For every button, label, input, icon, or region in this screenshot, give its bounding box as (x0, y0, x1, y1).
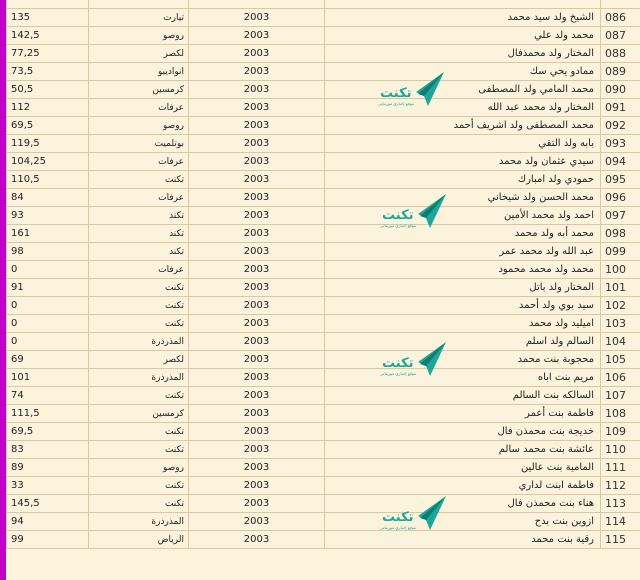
table-row (7, 279, 640, 297)
name-cell: محمد المامي ولد المصطفى (325, 81, 601, 99)
table-row (7, 135, 640, 153)
year-cell: 2003 (189, 189, 325, 207)
table-row (7, 63, 640, 81)
table-row (7, 189, 640, 207)
row-number-cell: 112 (601, 477, 640, 495)
year-cell: 2003 (189, 459, 325, 477)
year-cell: 2003 (189, 423, 325, 441)
center-cell: روصو (89, 459, 189, 477)
score-cell: 112 (7, 99, 89, 117)
name-cell: المختار ولد محمد عبد الله (325, 99, 601, 117)
table-row (7, 513, 640, 531)
name-cell: المامية بنت عالين (325, 459, 601, 477)
table-row (7, 315, 640, 333)
name-cell: ازوين بنت بدح (325, 513, 601, 531)
watermark-tagline: موقع إخباري موريتاني (380, 371, 416, 376)
score-cell: 83 (7, 441, 89, 459)
score-cell: 119,5 (7, 135, 89, 153)
center-cell: تكنت (89, 171, 189, 189)
row-number-cell (601, 0, 640, 9)
row-number-cell: 103 (601, 315, 640, 333)
table-row (7, 441, 640, 459)
table-row (7, 405, 640, 423)
watermark-brand: تكنت (382, 208, 414, 223)
table-row (7, 333, 640, 351)
watermark-brand: تكنت (380, 86, 412, 101)
center-cell: عرفات (89, 99, 189, 117)
score-cell: 69,5 (7, 117, 89, 135)
year-cell: 2003 (189, 387, 325, 405)
name-cell: فاطمة بنت أعمر (325, 405, 601, 423)
score-cell: 50,5 (7, 81, 89, 99)
takant-watermark-logo (380, 494, 450, 534)
score-cell: 33 (7, 477, 89, 495)
score-cell: 110,5 (7, 171, 89, 189)
results-sheet (6, 0, 640, 580)
year-cell: 2003 (189, 27, 325, 45)
year-cell: 2003 (189, 477, 325, 495)
table-row (7, 153, 640, 171)
year-cell: 2003 (189, 513, 325, 531)
row-number-cell: 114 (601, 513, 640, 531)
year-cell: 2003 (189, 63, 325, 81)
table-row (7, 81, 640, 99)
name-cell: فاطمة ابنت لداري (325, 477, 601, 495)
score-cell: 0 (7, 315, 89, 333)
center-cell: عرفات (89, 153, 189, 171)
row-number-cell: 090 (601, 81, 640, 99)
row-number-cell: 110 (601, 441, 640, 459)
year-cell: 2003 (189, 45, 325, 63)
watermark-brand: تكنت (382, 356, 414, 371)
score-cell: 0 (7, 333, 89, 351)
table-row (7, 297, 640, 315)
takant-watermark-logo (380, 340, 450, 380)
center-cell: المذرذرة (89, 369, 189, 387)
center-cell: لكصر (89, 351, 189, 369)
name-cell: احمد ولد محمد الأمين (325, 207, 601, 225)
center-cell: المذرذرة (89, 333, 189, 351)
year-cell: 2003 (189, 153, 325, 171)
score-cell: 111,5 (7, 405, 89, 423)
table-row (7, 459, 640, 477)
center-cell: تكنت (89, 423, 189, 441)
score-cell: 101 (7, 369, 89, 387)
year-cell (189, 0, 325, 9)
center-cell: روصو (89, 27, 189, 45)
score-cell (7, 0, 89, 9)
takant-watermark-logo (380, 192, 450, 232)
name-cell: خديجة بنت محمذن فال (325, 423, 601, 441)
row-number-cell: 093 (601, 135, 640, 153)
score-cell: 0 (7, 261, 89, 279)
row-number-cell: 098 (601, 225, 640, 243)
year-cell: 2003 (189, 297, 325, 315)
name-cell: عائشة بنت محمد سالم (325, 441, 601, 459)
row-number-cell: 094 (601, 153, 640, 171)
table-row (7, 495, 640, 513)
table-row (7, 27, 640, 45)
table-row (7, 0, 640, 9)
row-number-cell: 106 (601, 369, 640, 387)
watermark-tagline: موقع إخباري موريتاني (380, 525, 416, 530)
center-cell: روصو (89, 117, 189, 135)
results-table-body (7, 0, 640, 549)
name-cell: السالم ولد اسلم (325, 333, 601, 351)
row-number-cell: 108 (601, 405, 640, 423)
center-cell: تكنت (89, 477, 189, 495)
name-cell: ممادو يحي سك (325, 63, 601, 81)
center-cell: تكنت (89, 387, 189, 405)
year-cell: 2003 (189, 261, 325, 279)
name-cell (325, 0, 601, 9)
name-cell: المختار ولد محمذفال (325, 45, 601, 63)
watermark-tagline: موقع إخباري موريتاني (378, 101, 414, 106)
year-cell: 2003 (189, 333, 325, 351)
center-cell: كرمسين (89, 81, 189, 99)
row-number-cell: 089 (601, 63, 640, 81)
year-cell: 2003 (189, 99, 325, 117)
name-cell: محمد ولد علي (325, 27, 601, 45)
row-number-cell: 086 (601, 9, 640, 27)
row-number-cell: 107 (601, 387, 640, 405)
center-cell: تيارت (89, 9, 189, 27)
score-cell: 94 (7, 513, 89, 531)
score-cell: 91 (7, 279, 89, 297)
row-number-cell: 099 (601, 243, 640, 261)
name-cell: السالكه بنت السالم (325, 387, 601, 405)
row-number-cell: 111 (601, 459, 640, 477)
center-cell: عرفات (89, 189, 189, 207)
row-number-cell: 113 (601, 495, 640, 513)
row-number-cell: 105 (601, 351, 640, 369)
name-cell: الشيخ ولد سيد محمد (325, 9, 601, 27)
table-row (7, 243, 640, 261)
row-number-cell: 101 (601, 279, 640, 297)
row-number-cell: 102 (601, 297, 640, 315)
center-cell: تكند (89, 243, 189, 261)
center-cell: لكصر (89, 45, 189, 63)
table-row (7, 351, 640, 369)
score-cell: 104,25 (7, 153, 89, 171)
name-cell: سيدي عثمان ولد محمد (325, 153, 601, 171)
score-cell: 0 (7, 297, 89, 315)
row-number-cell: 095 (601, 171, 640, 189)
center-cell: تكند (89, 225, 189, 243)
center-cell: المذرذرة (89, 513, 189, 531)
row-number-cell: 087 (601, 27, 640, 45)
year-cell: 2003 (189, 171, 325, 189)
watermark-brand: تكنت (382, 510, 414, 525)
name-cell: حمودي ولد امبارك (325, 171, 601, 189)
score-cell: 98 (7, 243, 89, 261)
score-cell: 69 (7, 351, 89, 369)
table-row (7, 477, 640, 495)
name-cell: محمد أبه ولد محمد (325, 225, 601, 243)
score-cell: 89 (7, 459, 89, 477)
score-cell: 77,25 (7, 45, 89, 63)
year-cell: 2003 (189, 117, 325, 135)
name-cell: محمد الحسن ولد شيخاني (325, 189, 601, 207)
center-cell: عرفات (89, 261, 189, 279)
score-cell: 74 (7, 387, 89, 405)
table-row (7, 45, 640, 63)
row-number-cell: 115 (601, 531, 640, 549)
results-table (6, 0, 640, 549)
table-row (7, 369, 640, 387)
center-cell: تكنت (89, 279, 189, 297)
center-cell: تكنت (89, 441, 189, 459)
name-cell: هناء بنت محمذن فال (325, 495, 601, 513)
center-cell: كرمسين (89, 405, 189, 423)
score-cell: 142,5 (7, 27, 89, 45)
name-cell: اميليد ولد محمد (325, 315, 601, 333)
year-cell: 2003 (189, 531, 325, 549)
table-row (7, 207, 640, 225)
score-cell: 145,5 (7, 495, 89, 513)
table-row (7, 99, 640, 117)
year-cell: 2003 (189, 81, 325, 99)
year-cell: 2003 (189, 9, 325, 27)
name-cell: رقية بنت محمد (325, 531, 601, 549)
name-cell: محمد المصطفى ولد اشريف أحمد (325, 117, 601, 135)
table-row (7, 423, 640, 441)
table-row (7, 117, 640, 135)
row-number-cell: 091 (601, 99, 640, 117)
year-cell: 2003 (189, 441, 325, 459)
center-cell: الرياض (89, 531, 189, 549)
score-cell: 99 (7, 531, 89, 549)
year-cell: 2003 (189, 225, 325, 243)
name-cell: محجوبة بنت محمد (325, 351, 601, 369)
name-cell: المختار ولد باتل (325, 279, 601, 297)
takant-watermark-logo (378, 70, 448, 110)
row-number-cell: 097 (601, 207, 640, 225)
center-cell: تكند (89, 207, 189, 225)
row-number-cell: 104 (601, 333, 640, 351)
center-cell: انواديبو (89, 63, 189, 81)
table-row (7, 171, 640, 189)
center-cell: تكنت (89, 315, 189, 333)
row-number-cell: 096 (601, 189, 640, 207)
year-cell: 2003 (189, 315, 325, 333)
watermark-tagline: موقع إخباري موريتاني (380, 223, 416, 228)
score-cell: 93 (7, 207, 89, 225)
center-cell: تكنت (89, 297, 189, 315)
center-cell: بوتلميت (89, 135, 189, 153)
row-number-cell: 088 (601, 45, 640, 63)
score-cell: 161 (7, 225, 89, 243)
score-cell: 84 (7, 189, 89, 207)
year-cell: 2003 (189, 405, 325, 423)
year-cell: 2003 (189, 135, 325, 153)
year-cell: 2003 (189, 369, 325, 387)
row-number-cell: 092 (601, 117, 640, 135)
center-cell: تكنت (89, 495, 189, 513)
center-cell (89, 0, 189, 9)
name-cell: محمد ولد محمد محمود (325, 261, 601, 279)
name-cell: مريم بنت اباه (325, 369, 601, 387)
name-cell: بابه ولد التقي (325, 135, 601, 153)
table-row (7, 531, 640, 549)
name-cell: سيد بوي ولد أحمد (325, 297, 601, 315)
table-row (7, 9, 640, 27)
row-number-cell: 109 (601, 423, 640, 441)
year-cell: 2003 (189, 207, 325, 225)
row-number-cell: 100 (601, 261, 640, 279)
year-cell: 2003 (189, 495, 325, 513)
score-cell: 69,5 (7, 423, 89, 441)
score-cell: 135 (7, 9, 89, 27)
table-row (7, 225, 640, 243)
table-row (7, 261, 640, 279)
year-cell: 2003 (189, 243, 325, 261)
score-cell: 73,5 (7, 63, 89, 81)
name-cell: عبد الله ولد محمد عمر (325, 243, 601, 261)
year-cell: 2003 (189, 279, 325, 297)
year-cell: 2003 (189, 351, 325, 369)
table-row (7, 387, 640, 405)
